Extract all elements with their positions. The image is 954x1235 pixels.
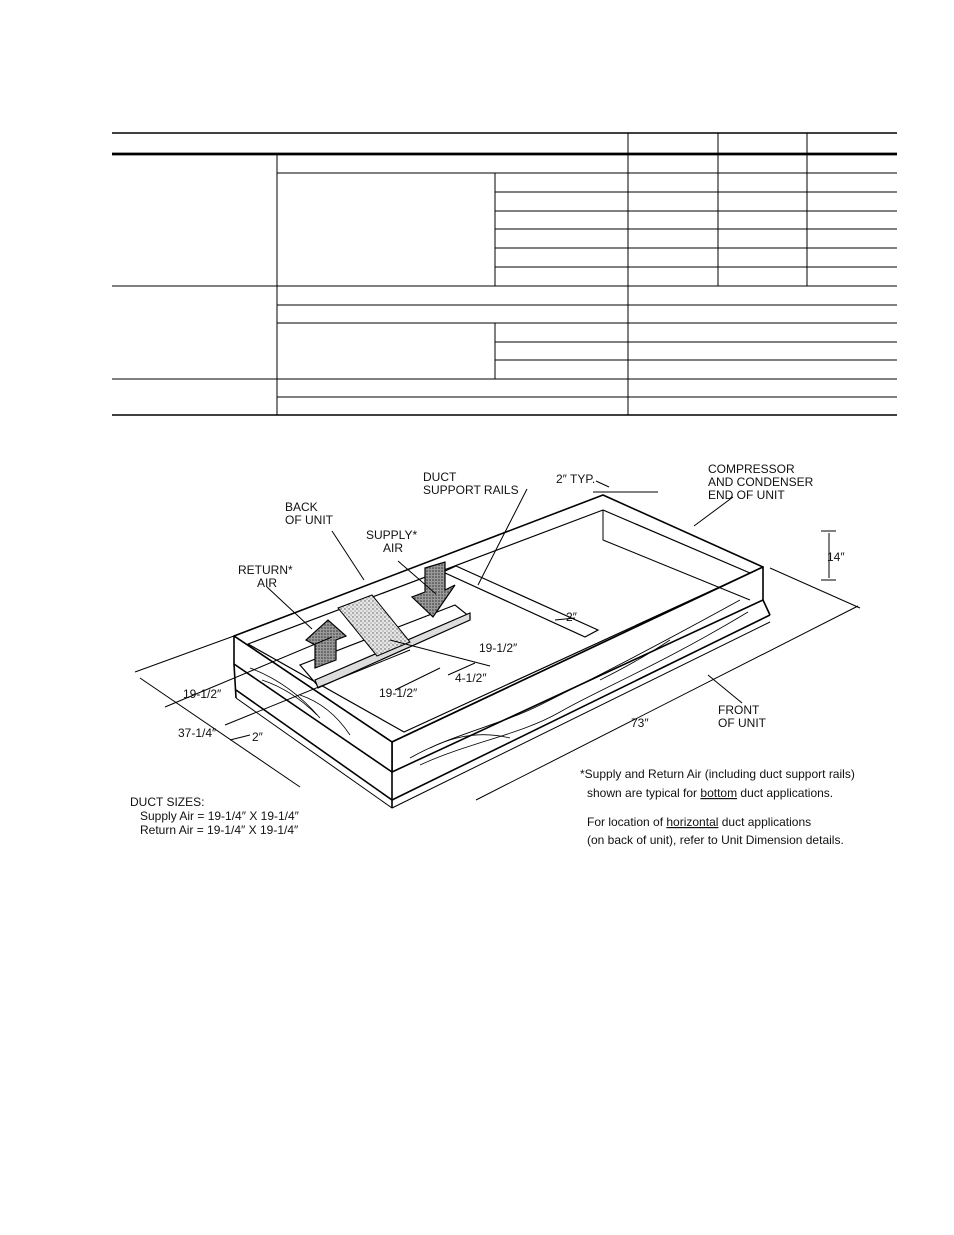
label-return-air: AIR <box>257 576 278 590</box>
dim-rail-width: 4-1/2″ <box>455 671 487 685</box>
label-support-rails: SUPPORT RAILS <box>423 483 519 497</box>
dim-left-width: 19-1/2″ <box>183 687 222 701</box>
spec-table <box>0 0 954 430</box>
note-1b-pre: shown are typical for <box>587 786 701 800</box>
duct-size-supply: Supply Air = 19-1/4″ X 19-1/4″ <box>140 809 299 823</box>
dim-overall-depth: 37-1/4″ <box>178 726 217 740</box>
note-2b: (on back of unit), refer to Unit Dimension details. <box>587 833 844 847</box>
dim-rail-gap: 2″ <box>566 610 577 624</box>
note-2a-pre: For location of <box>587 815 667 829</box>
label-duct: DUCT <box>423 470 457 484</box>
base-rail-diagram <box>0 430 954 850</box>
note-1a: *Supply and Return Air (including duct support rails) <box>580 767 855 781</box>
label-compressor: COMPRESSOR <box>708 462 795 476</box>
note-1b-underlined: bottom <box>700 786 738 800</box>
dim-height: 14″ <box>827 550 845 564</box>
label-of-unit-front: OF UNIT <box>718 716 766 730</box>
label-end-of-unit: END OF UNIT <box>708 488 785 502</box>
label-supply: SUPPLY* <box>366 528 418 542</box>
dim-length: 73″ <box>631 716 649 730</box>
duct-sizes-title: DUCT SIZES: <box>130 795 205 809</box>
label-return: RETURN* <box>238 563 293 577</box>
note-2a-post: duct applications <box>718 815 812 829</box>
note-2a-underlined: horizontal <box>666 815 719 829</box>
dim-left-gap: 2″ <box>252 730 263 744</box>
dim-supply-width: 19-1/2″ <box>479 641 518 655</box>
label-typ: 2″ TYP. <box>556 472 596 486</box>
label-front: FRONT <box>718 703 760 717</box>
dim-return-width: 19-1/2″ <box>379 686 418 700</box>
note-1b-post: duct applications. <box>737 786 834 800</box>
label-supply-air: AIR <box>383 541 404 555</box>
note-1b <box>587 786 833 800</box>
label-condenser: AND CONDENSER <box>708 475 814 489</box>
label-back: BACK <box>285 500 318 514</box>
note-2a <box>587 815 811 829</box>
duct-size-return: Return Air = 19-1/4″ X 19-1/4″ <box>140 823 299 837</box>
label-of-unit-back: OF UNIT <box>285 513 333 527</box>
